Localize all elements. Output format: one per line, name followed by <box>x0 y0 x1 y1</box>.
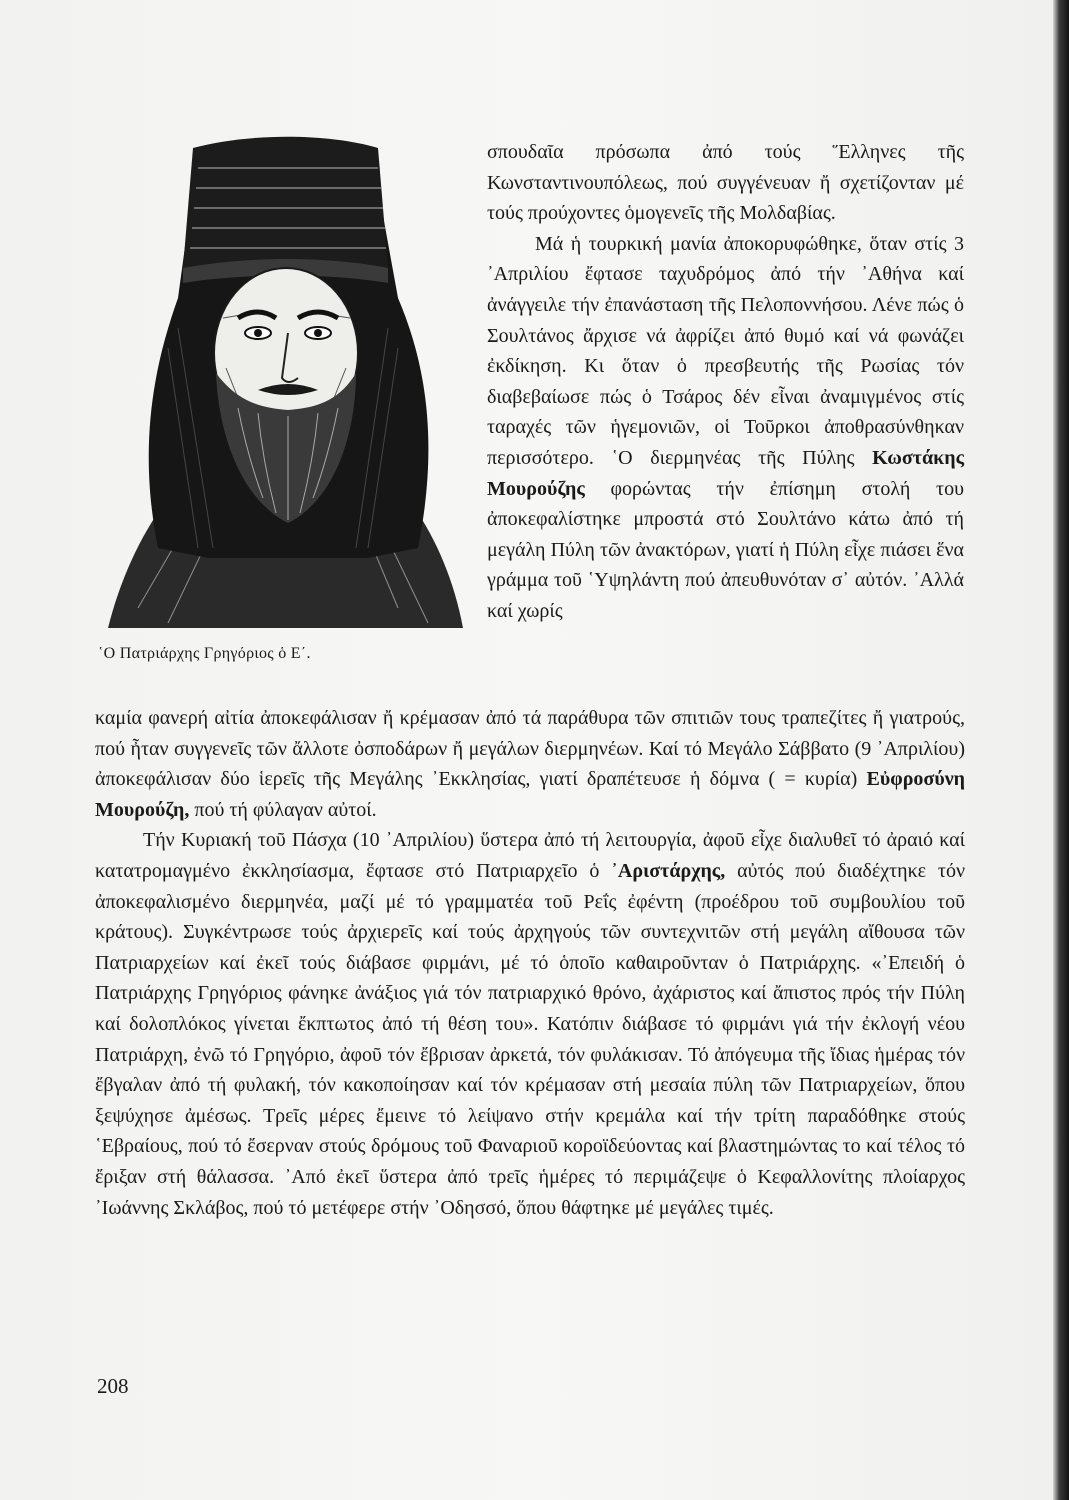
paragraph-continuation: σπουδαῖα πρόσωπα ἀπό τούς Ἕλληνες τῆς Κωνσταντινουπόλεως, πού συγγένευαν ἤ σχετίζονταν μέ τούς προύχοντες ὁμογενεῖς τῆς Μολδαβίας. <box>487 141 964 225</box>
text-full-width <box>95 703 965 1223</box>
name-aristarchis: ᾿Αριστάρχης, <box>611 859 726 882</box>
portrait-caption: ῾Ο Πατριάρχης Γρηγόριος ὁ Ε΄. <box>98 645 311 662</box>
paragraph-text: πού τή φύλαγαν αὐτοί. <box>194 798 377 821</box>
paragraph-turkish-fury <box>487 229 964 627</box>
name-kostakis-mourouzis: Κωστάκης Μουρούζης <box>487 446 965 500</box>
paragraph-easter-sunday <box>95 825 965 1223</box>
paragraph-continued-full <box>95 703 965 825</box>
page-number: 208 <box>97 1374 129 1398</box>
paragraph-text: Τήν Κυριακή τοῦ Πάσχα (10 ᾿Απριλίου) ὕστερα ἀπό τή λειτουργία, ἀφοῦ εἶχε διαλυθεῖ τό ἀραιό καί κατατρομαγμένο ἐκκλησίασμα, ἔφτασε στό Πατριαρχεῖο ὁ <box>95 829 965 882</box>
paragraph-text: φορώντας τήν ἐπίσημη στολή του ἀποκεφαλίστηκε μπροστά στό Σουλτάνο κάτω ἀπό τή μεγάλη Πύλη τῶν ἀνακτόρων, γιατί ἡ Πύλη εἶχε πιάσει ἕνα γράμμα τοῦ ῾Υψηλάντη πού ἀπευθυνόταν σ᾿ αὐτόν. ᾿Αλλά καί χωρίς <box>487 477 964 622</box>
patriarch-portrait-engraving <box>98 128 470 648</box>
page-edge-shadow <box>1053 0 1069 1500</box>
paragraph-text: καμία φανερή αἰτία ἀποκεφάλισαν ἤ κρέμασαν ἀπό τά παράθυρα τῶν σπιτιῶν τους τραπεζίτες ἤ γιατρούς, πού ἦταν συγγενεῖς τῶν ἄλλοτε ὀσποδάρων ἤ μεγάλων διερμηνέων. Καί τό Μεγάλο Σάββατο (9 ᾿Απριλίου) ἀποκεφάλισαν δύο ἱερεῖς τῆς Μεγάλης ᾿Εκκλησίας, γιατί δραπέτευσε ἡ δόμνα ( = κυρία) <box>95 707 965 791</box>
name-efrosyni-mourouzi: Εὐφροσύνη Μουρούζη, <box>95 768 965 821</box>
paragraph-text: Μά ἡ τουρκική μανία ἀποκορυφώθηκε, ὅταν στίς 3 ᾿Απριλίου ἔφτασε ταχυδρόμος ἀπό τήν ᾿Αθήνα καί ἀνάγγειλε τήν ἐπανάσταση τῆς Πελοποννήσου. Λένε πώς ὁ Σουλτάνος ἄρχισε νά ἀφρίζει ἀπό θυμό καί νά φωνάζει ἐκδίκηση. Κι ὅταν ὁ πρεσβευτής τῆς Ρωσίας τόν διαβεβαίωσε πώς ὁ Τσάρος δέν εἶναι ἀναμιγμένος στίς ταραχές τῶν ἡγεμονιῶν, οἱ Τοῦρκοι ἀποθρασύνθηκαν περισσότερο. ῾Ο διερμηνέας τῆς Πύλης <box>487 232 964 469</box>
text-column-right <box>487 137 964 627</box>
paragraph-text: αὐτός πού διαδέχτηκε τόν ἀποκεφαλισμένο διερμηνέα, μαζί μέ τό γραμματέα τοῦ Ρεΐς ἐφέντη (προέδρου τοῦ συμβουλίου τοῦ κράτους). Συγκέντρωσε τούς ἀρχιερεῖς καί τούς ἀρχηγούς τῶν συντεχνιτῶν στή μεγάλη αἴθουσα τῶν Πατριαρχείων καί ἐκεῖ τούς διάβασε φιρμάνι, μέ τό ὁποῖο καθαιροῦνταν ὁ Πατριάρχης. «᾿Επειδή ὁ Πατριάρχης Γρηγόριος φάνηκε ἀνάξιος γιά τόν πατριαρχικό θρόνο, ἀχάριστος καί ἄπιστος πρός τήν Πύλη καί δολοπλόκος γίνεται ἔκπτωτος ἀπό τή θέση του». Κατόπιν διάβασε τό φιρμάνι γιά τήν ἐκλογή νέου Πατριάρχη, ἐνῶ τό Γρηγόριο, ἀφοῦ τόν ἔβρισαν ἀρκετά, τόν φυλάκισαν. Τό ἀπόγευμα τῆς ἴδιας ἡμέρας τόν ἔβγαλαν ἀπό τή φυλακή, τόν κακοποίησαν καί τόν κρέμασαν στή μεσαία πύλη τῶν Πατριαρχείων, ὅπου ξεψύχησε ἀμέσως. Τρεῖς μέρες ἔμεινε τό λείψανο στήν κρεμάλα καί τήν τρίτη παραδόθηκε στούς ῾Εβραίους, πού τό ἔσερναν στούς δρόμους τοῦ Φαναριοῦ κοροϊδεύοντας καί βλαστημώντας το καί τέλος τό ἔριξαν στή θάλασσα. ᾿Από ἐκεῖ ὕστερα ἀπό τρεῖς ἡμέρες τό περιμάζεψε ὁ Κεφαλλονίτης πλοίαρχος ᾿Ιωάννης Σκλάβος, πού τό μετέφερε στήν ᾿Οδησσό, ὅπου θάφτηκε μέ μεγάλες τιμές. <box>95 859 965 1219</box>
